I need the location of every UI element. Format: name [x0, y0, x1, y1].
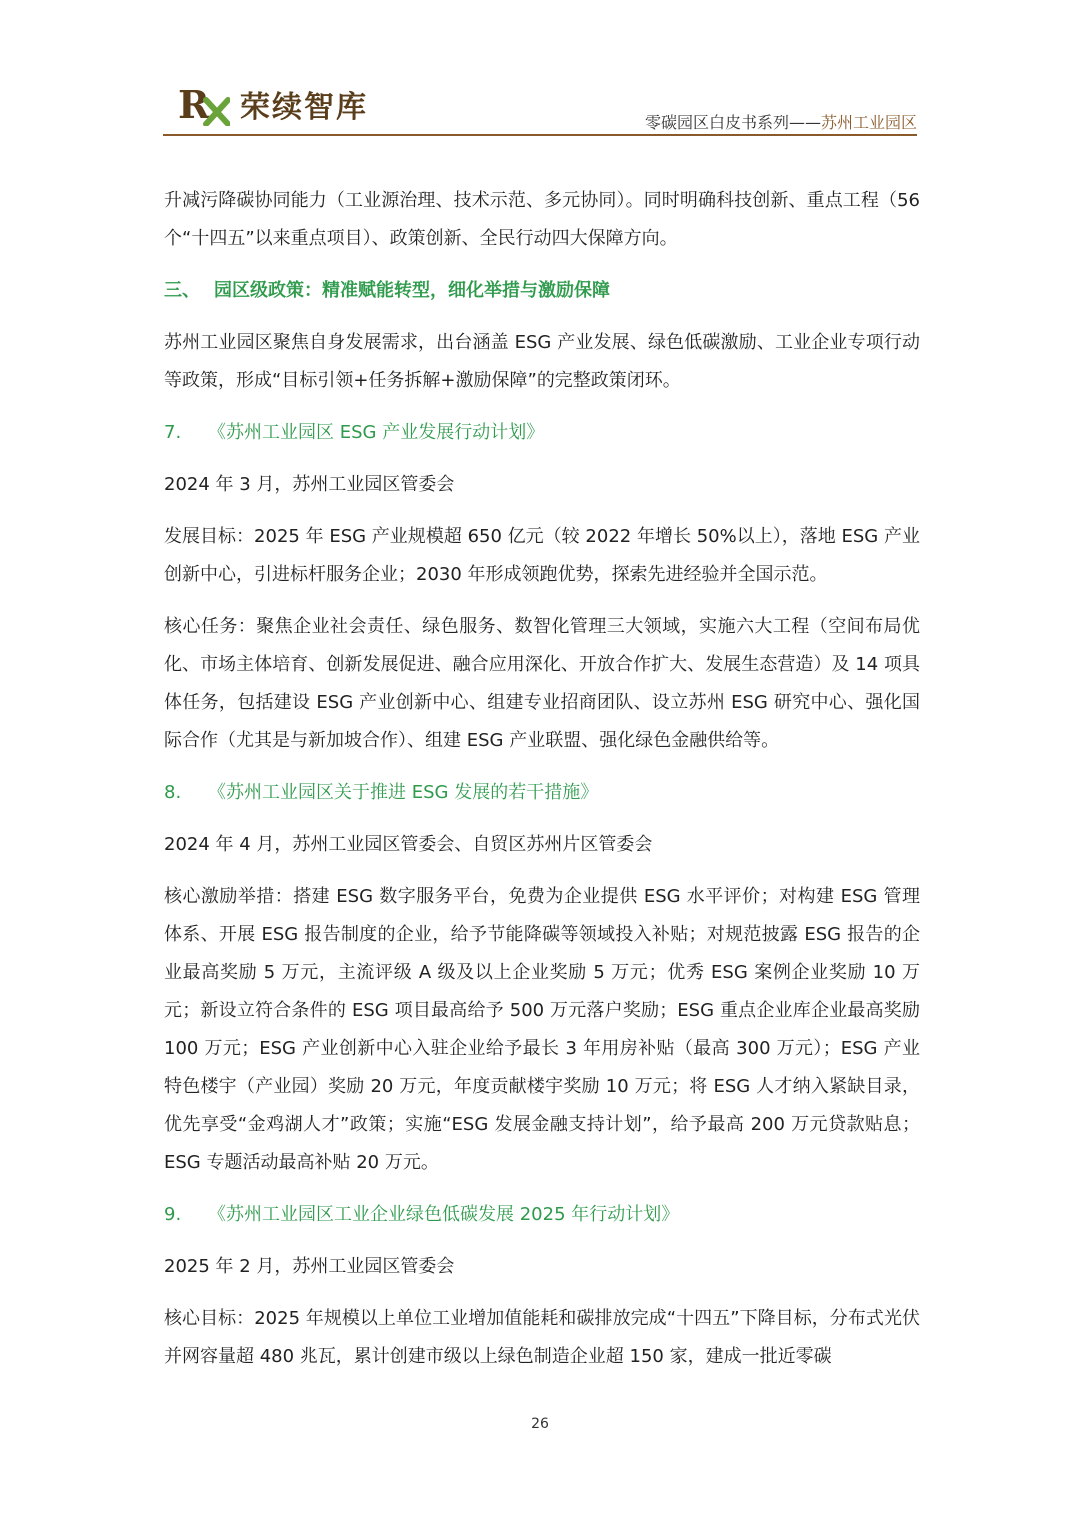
series-accent: 苏州工业园区: [820, 113, 917, 132]
item-meta-7: 2024 年 3 月，苏州工业园区管委会: [164, 474, 455, 495]
item-heading-8: [164, 774, 920, 812]
paragraph-intro: 升减污降碳协同能力（工业源治理、技术示范、多元协同）。同时明确科技创新、重点工程（56 个“十四五”以来重点项目）、政策创新、全民行动四大保障方向。: [164, 190, 920, 249]
item-title: 《苏州工业园区关于推进 ESG 发展的若干措施》: [208, 782, 599, 803]
item-heading-7: [164, 414, 920, 452]
svg-text:R: R: [178, 82, 210, 126]
item-number: 7.: [164, 422, 182, 443]
item-incentive-8: 核心激励举措：搭建 ESG 数字服务平台，免费为企业提供 ESG 水平评价；对构建 ESG 管理体系、开展 ESG 报告制度的企业，给予节能降碳等领域投入补贴；对规范披露 ESG 报告的企业最高奖励 5 万元，主流评级 A 级及以上企业奖励 5 万元；优秀 ESG 案例企业奖励 10 万元；新设立符合条件的 ESG 项目最高给予 500 万元落户奖励；ESG 重点企业库企业最高奖励 100 万元；ESG 产业创新中心入驻企业给予最长 3 年用房补贴（最高 300 万元）；ESG 产业特色楼宇（产业园）奖励 20 万元，年度贡献楼宇奖励 10 万元；将 ESG 人才纳入紧缺目录，优先享受“金鸡湖人才”政策；实施“ESG 发展金融支持计划”，给予最高 200 万元贷款贴息；ESG 专题活动最高补贴 20 万元。: [164, 886, 920, 1173]
page-content: [164, 182, 920, 1390]
item-task-7: 核心任务：聚焦企业社会责任、绿色服务、数智化管理三大领域，实施六大工程（空间布局优化、市场主体培育、创新发展促进、融合应用深化、开放合作扩大、发展生态营造）及 14 项具体任务，包括建设 ESG 产业创新中心、组建专业招商团队、设立苏州 ESG 研究中心、强化国际合作（尤其是与新加坡合作）、组建 ESG 产业联盟、强化绿色金融供给等。: [164, 616, 920, 751]
section-title: 园区级政策：精准赋能转型，细化举措与激励保障: [214, 280, 610, 301]
item-number: 8.: [164, 782, 182, 803]
page-number: 26: [531, 1416, 549, 1432]
rx-logo-icon: [178, 82, 230, 126]
paragraph-section-intro: 苏州工业园区聚焦自身发展需求，出台涵盖 ESG 产业发展、绿色低碳激励、工业企业专项行动等政策，形成“目标引领+任务拆解+激励保障”的完整政策闭环。: [164, 332, 920, 391]
item-meta-8: 2024 年 4 月，苏州工业园区管委会、自贸区苏州片区管委会: [164, 834, 653, 855]
series-title: [645, 110, 917, 133]
item-number: 9.: [164, 1204, 182, 1225]
header-divider: [163, 134, 917, 136]
item-heading-9: [164, 1196, 920, 1234]
item-goal-7: 发展目标：2025 年 ESG 产业规模超 650 亿元（较 2022 年增长 50%以上），落地 ESG 产业创新中心，引进标杆服务企业；2030 年形成领跑优势，探索先进经验并全国示范。: [164, 526, 920, 585]
section-number: 三、: [164, 280, 200, 301]
logo: [178, 82, 368, 126]
item-title: 《苏州工业园区 ESG 产业发展行动计划》: [208, 422, 545, 443]
logo-text: 荣续智库: [240, 90, 368, 125]
item-title: 《苏州工业园区工业企业绿色低碳发展 2025 年行动计划》: [208, 1204, 680, 1225]
section-heading-3: [164, 272, 920, 310]
item-meta-9: 2025 年 2 月，苏州工业园区管委会: [164, 1256, 455, 1277]
series-prefix: 零碳园区白皮书系列——: [644, 113, 821, 132]
item-goal-9: 核心目标：2025 年规模以上单位工业增加值能耗和碳排放完成“十四五”下降目标，分布式光伏并网容量超 480 兆瓦，累计创建市级以上绿色制造企业超 150 家，建成一批近零碳: [164, 1308, 920, 1367]
